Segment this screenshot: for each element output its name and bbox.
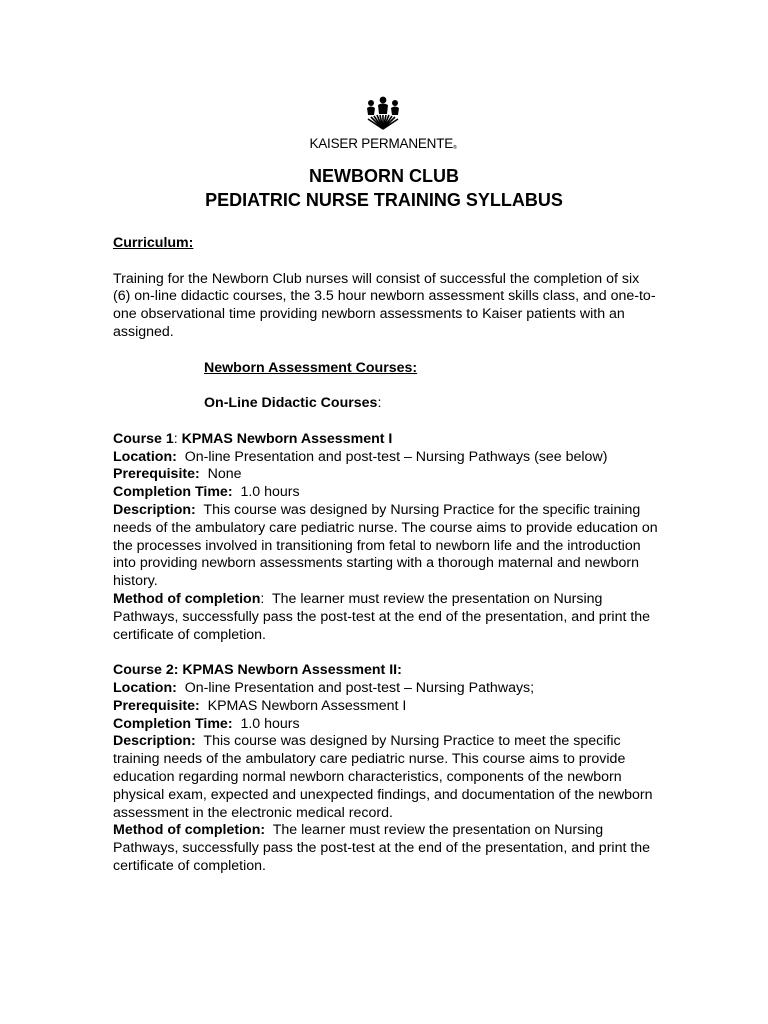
course-description: Description: This course was designed by Nursing Practice for the specific training needs of the ambulatory care pediatric nurse. The course aims to provide education on the processes involved in transitioning from fetal to newborn life and the introduction into providing newborn assessments starting with a thorough maternal and newborn history. — [113, 501, 658, 590]
course-prerequisite: Prerequisite: KPMAS Newborn Assessment I — [113, 697, 407, 714]
course-completion-time: Completion Time: 1.0 hours — [113, 484, 300, 501]
course-title: Course 1: KPMAS Newborn Assessment I — [113, 430, 393, 447]
kaiser-logo-icon — [356, 96, 410, 132]
title-line1: NEWBORN CLUB — [309, 166, 459, 186]
course-description: Description: This course was designed by Nursing Practice to meet the specific training needs of the ambulatory care pediatric nurse. This course aims to provide education regarding normal newborn characteristics, components of the newborn physical exam, expected and unexpected findings, and documentation of the newborn assessment in the electronic medical record. — [113, 733, 653, 821]
kaiser-permanente-logo — [305, 96, 461, 156]
course-prerequisite: Prerequisite: None — [113, 466, 242, 483]
curriculum-text: Training for the Newborn Club nurses will consist of successful the completion of six (6) on-line didactic courses, the 3.5 hour newborn assessment skills class, and one-to-one observational time providing newborn assessments to Kaiser patients with an assigned. — [113, 270, 656, 340]
course-method: Method of completion: The learner must review the presentation on Nursing Pathways, successfully pass the post-test at the end of the presentation, and print the certificate of completion. — [113, 590, 651, 643]
syllabus-body — [113, 235, 658, 876]
online-courses-heading: On-Line Didactic Courses: — [204, 395, 382, 412]
assessment-courses-heading: Newborn Assessment Courses: — [204, 359, 418, 376]
course-1 — [113, 431, 658, 645]
brand-name: KAISER PERMANENTE® — [309, 136, 457, 151]
course-method: Method of completion: The learner must review the presentation on Nursing Pathways, successfully pass the post-test at the end of the presentation, and print the certificate of completion. — [113, 822, 651, 874]
course-title: Course 2: KPMAS Newborn Assessment II: — [113, 662, 402, 679]
curriculum-heading: Curriculum: — [113, 235, 194, 251]
title-line2: PEDIATRIC NURSE TRAINING SYLLABUS — [205, 190, 563, 210]
course-2 — [113, 662, 658, 876]
course-location: Location: On-line Presentation and post-test – Nursing Pathways (see below) — [113, 448, 608, 465]
course-completion-time: Completion Time: 1.0 hours — [113, 715, 300, 732]
course-location: Location: On-line Presentation and post-test – Nursing Pathways; — [113, 679, 535, 696]
